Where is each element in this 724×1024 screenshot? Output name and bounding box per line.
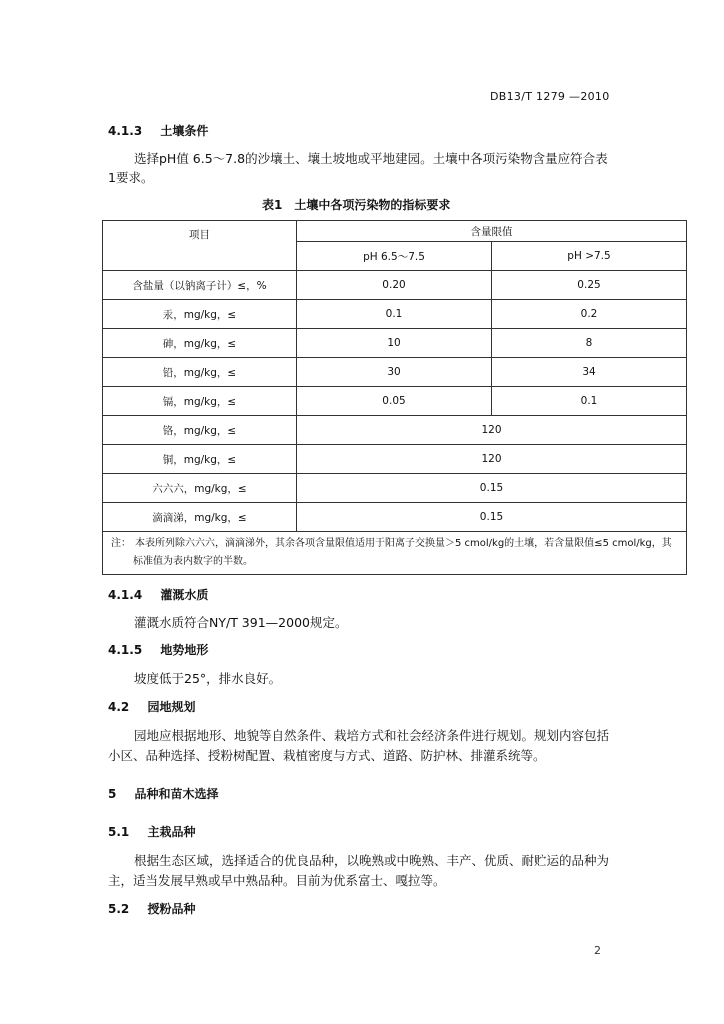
table-row	[103, 387, 687, 416]
page-number: 2	[594, 944, 601, 957]
section-title: 主栽品种	[147, 825, 196, 839]
table-note	[103, 532, 687, 575]
table-row	[103, 445, 687, 474]
table-cell-item: 铅，mg/kg，≤	[103, 358, 297, 387]
section-title: 地势地形	[160, 643, 209, 657]
section-heading-5	[108, 785, 219, 802]
table-cell-value: 8	[492, 329, 687, 358]
table-cell-value: 30	[297, 358, 492, 387]
section-title: 品种和苗木选择	[134, 787, 219, 801]
note-label: 注：	[111, 538, 131, 549]
paragraph-line: 根据生态区域，选择适合的优良品种，以晚熟或中晚熟、丰产、优质、耐贮运的品种为	[134, 853, 610, 868]
table-cell-item: 铬，mg/kg，≤	[103, 416, 297, 445]
section-number: 5	[108, 787, 117, 801]
section-number: 5.1	[108, 825, 130, 839]
table-cell-value: 0.15	[297, 474, 687, 503]
section-title: 土壤条件	[160, 124, 209, 138]
table-row	[103, 300, 687, 329]
section-heading-5-2	[108, 900, 195, 917]
table-cell-value: 0.25	[492, 271, 687, 300]
table-header-ph-low: pH 6.5～7.5	[297, 242, 492, 271]
soil-pollutant-table	[102, 220, 687, 575]
section-title: 授粉品种	[147, 902, 196, 916]
paragraph-line: 选择pH值 6.5～7.8的沙壤土、壤土坡地或平地建园。土壤中各项污染物含量应符合表	[134, 151, 608, 166]
table-cell-item: 砷，mg/kg，≤	[103, 329, 297, 358]
table-header-item: 项目	[103, 221, 297, 271]
paragraph-line: 园地应根据地形、地貌等自然条件、栽培方式和社会经济条件进行规划。规划内容包括	[134, 728, 610, 743]
paragraph-line: 1要求。	[108, 170, 154, 185]
table-row	[103, 474, 687, 503]
table-row	[103, 503, 687, 532]
table-row	[103, 271, 687, 300]
section-title: 园地规划	[147, 700, 196, 714]
section-heading-4-1-5	[108, 641, 208, 658]
table-cell-value: 10	[297, 329, 492, 358]
table-cell-value: 0.15	[297, 503, 687, 532]
table-cell-value: 0.20	[297, 271, 492, 300]
paragraph-line: 灌溉水质符合NY/T 391—2000规定。	[134, 615, 348, 630]
table-cell-item: 汞，mg/kg，≤	[103, 300, 297, 329]
section-number: 5.2	[108, 902, 130, 916]
section-title: 灌溉水质	[160, 588, 209, 602]
table-cell-value: 0.1	[297, 300, 492, 329]
section-heading-4-2	[108, 698, 195, 715]
table-cell-value: 120	[297, 416, 687, 445]
table-row	[103, 416, 687, 445]
table-header-ph-high: pH >7.5	[492, 242, 687, 271]
table-cell-value: 0.2	[492, 300, 687, 329]
table-cell-item: 镉，mg/kg，≤	[103, 387, 297, 416]
table-header-limit: 含量限值	[297, 221, 687, 242]
table-cell-value: 34	[492, 358, 687, 387]
section-number: 4.1.5	[108, 643, 143, 657]
table-caption: 表1 土壤中各项污染物的指标要求	[262, 198, 451, 212]
section-number: 4.1.3	[108, 124, 143, 138]
section-number: 4.1.4	[108, 588, 143, 602]
standard-code: DB13/T 1279 —2010	[490, 90, 610, 103]
section-number: 4.2	[108, 700, 130, 714]
section-heading-4-1-3	[108, 122, 208, 139]
paragraph-line: 小区、品种选择、授粉树配置、栽植密度与方式、道路、防护林、排灌系统等。	[108, 748, 546, 763]
section-heading-4-1-4	[108, 586, 208, 603]
table-row	[103, 358, 687, 387]
table-cell-item: 含盐量（以钠离子计）≤，%	[103, 271, 297, 300]
table-cell-value: 120	[297, 445, 687, 474]
paragraph-line: 主，适当发展早熟或早中熟品种。目前为优系富士、嘎拉等。	[108, 873, 446, 888]
section-heading-5-1	[108, 823, 195, 840]
table-note-row	[103, 532, 687, 575]
note-text: 本表所列除六六六，滴滴涕外，其余各项含量限值适用于阳离子交换量＞5 cmol/kg的土壤，若含量限值≤5 cmol/kg，其标准值为表内数字的半数。	[133, 538, 672, 567]
table-cell-item: 六六六，mg/kg，≤	[103, 474, 297, 503]
table-row	[103, 329, 687, 358]
paragraph-line: 坡度低于25°，排水良好。	[134, 671, 282, 686]
table-cell-item: 滴滴涕，mg/kg，≤	[103, 503, 297, 532]
table-cell-value: 0.05	[297, 387, 492, 416]
table-cell-item: 铜，mg/kg，≤	[103, 445, 297, 474]
table-cell-value: 0.1	[492, 387, 687, 416]
